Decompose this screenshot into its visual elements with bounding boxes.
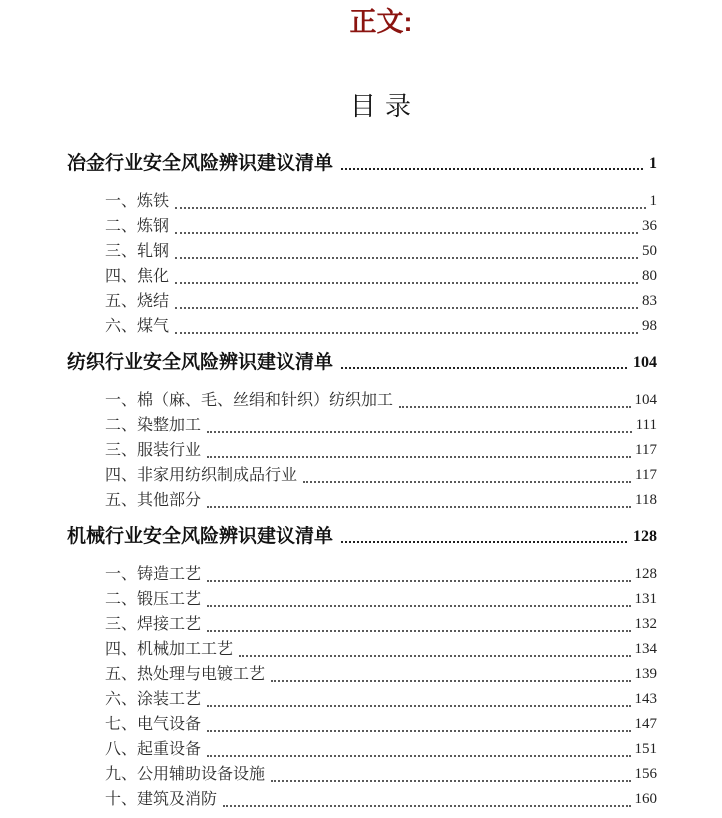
toc-entry-page: 118 — [635, 492, 657, 508]
dot-leader — [207, 506, 631, 508]
toc-entry[interactable] — [105, 289, 657, 314]
toc-entry-label: 三、轧钢 — [105, 243, 170, 260]
toc-entry[interactable] — [105, 438, 657, 463]
toc-entry[interactable] — [105, 189, 657, 214]
toc-entry-page: 151 — [634, 741, 657, 757]
dot-leader — [207, 605, 630, 607]
toc-entry-label: 一、铸造工艺 — [105, 566, 202, 583]
toc-entry[interactable] — [105, 662, 657, 687]
toc-entry-label: 五、热处理与电镀工艺 — [105, 666, 266, 683]
toc-entry-page: 143 — [634, 691, 657, 707]
toc-entry-label: 四、焦化 — [105, 268, 170, 285]
toc-section-machinery — [67, 526, 657, 812]
dot-leader — [207, 730, 630, 732]
dot-leader — [399, 406, 630, 408]
toc-entry[interactable] — [105, 637, 657, 662]
toc-entry-page: 104 — [634, 392, 657, 408]
toc-entry-page: 131 — [634, 591, 657, 607]
toc-section-heading-page: 1 — [649, 155, 657, 172]
toc-entry-page: 156 — [634, 766, 657, 782]
toc-entry[interactable] — [105, 239, 657, 264]
toc-entry-label: 一、炼铁 — [105, 193, 170, 210]
toc-entry[interactable] — [105, 587, 657, 612]
toc-section-heading-label: 冶金行业安全风险辨识建议清单 — [67, 153, 334, 174]
toc-entry-label: 三、服装行业 — [105, 442, 202, 459]
toc-entry-page: 50 — [642, 243, 657, 259]
dot-leader — [271, 680, 630, 682]
dot-leader — [239, 655, 630, 657]
toc-entry[interactable] — [105, 413, 657, 438]
toc-section-heading-label: 纺织行业安全风险辨识建议清单 — [67, 352, 334, 373]
toc-entry-page: 132 — [634, 616, 657, 632]
toc-entry-label: 九、公用辅助设备设施 — [105, 766, 266, 783]
toc-section-heading[interactable] — [67, 526, 657, 548]
toc-entry-page: 36 — [642, 218, 657, 234]
toc-entry-page: 139 — [634, 666, 657, 682]
toc-entry-label: 二、染整加工 — [105, 417, 202, 434]
toc-entry-list — [67, 189, 657, 339]
toc-entry-page: 83 — [642, 293, 657, 309]
dot-leader — [175, 207, 645, 209]
toc-section-heading-page: 128 — [633, 528, 657, 545]
dot-leader — [207, 431, 632, 433]
toc-entry[interactable] — [105, 612, 657, 637]
toc-entry-page: 117 — [635, 442, 657, 458]
toc-entry[interactable] — [105, 712, 657, 737]
toc-entry[interactable] — [105, 737, 657, 762]
toc-entry-list — [67, 562, 657, 812]
toc-entry-label: 六、煤气 — [105, 318, 170, 335]
dot-leader — [207, 630, 630, 632]
toc-entry-page: 80 — [642, 268, 657, 284]
toc-entry-label: 八、起重设备 — [105, 741, 202, 758]
toc-entry[interactable] — [105, 314, 657, 339]
toc-entry-label: 十、建筑及消防 — [105, 791, 218, 808]
dot-leader — [175, 257, 638, 259]
toc-entry-label: 五、烧结 — [105, 293, 170, 310]
toc-entry-page: 1 — [649, 193, 657, 209]
dot-leader — [303, 481, 631, 483]
toc-entry[interactable] — [105, 787, 657, 812]
toc-entry-page: 128 — [634, 566, 657, 582]
toc-entry-page: 160 — [634, 791, 657, 807]
toc-entry-page: 111 — [635, 417, 657, 433]
toc-section-heading-page: 104 — [633, 354, 657, 371]
toc-entry-label: 七、电气设备 — [105, 716, 202, 733]
toc-entry-label: 六、涂装工艺 — [105, 691, 202, 708]
toc-entry-label: 二、锻压工艺 — [105, 591, 202, 608]
toc-entry[interactable] — [105, 562, 657, 587]
dot-leader — [207, 705, 630, 707]
dot-leader — [175, 307, 638, 309]
toc-entry-label: 二、炼钢 — [105, 218, 170, 235]
dot-leader — [207, 580, 630, 582]
toc-entry[interactable] — [105, 762, 657, 787]
toc-entry-label: 四、非家用纺织制成品行业 — [105, 467, 298, 484]
dot-leader — [341, 367, 627, 369]
toc-entry-page: 134 — [634, 641, 657, 657]
toc-section-heading-label: 机械行业安全风险辨识建议清单 — [67, 526, 334, 547]
dot-leader — [175, 282, 638, 284]
toc-entry-label: 三、焊接工艺 — [105, 616, 202, 633]
toc-section-heading[interactable] — [67, 153, 657, 175]
toc-entry[interactable] — [105, 264, 657, 289]
dot-leader — [175, 332, 638, 334]
toc-entry-label: 五、其他部分 — [105, 492, 202, 509]
toc-entry-list — [67, 388, 657, 513]
dot-leader — [223, 805, 630, 807]
table-of-contents — [67, 153, 657, 812]
toc-entry-page: 117 — [635, 467, 657, 483]
toc-entry[interactable] — [105, 488, 657, 513]
toc-entry[interactable] — [105, 463, 657, 488]
toc-entry[interactable] — [105, 687, 657, 712]
toc-entry-page: 147 — [634, 716, 657, 732]
body-section-label: 正文: — [349, 7, 413, 37]
dot-leader — [207, 755, 630, 757]
dot-leader — [341, 168, 643, 170]
toc-entry-label: 一、棉（麻、毛、丝绢和针织）纺织加工 — [105, 392, 394, 409]
toc-section-metallurgy — [67, 153, 657, 339]
toc-entry[interactable] — [105, 388, 657, 413]
dot-leader — [271, 780, 630, 782]
toc-entry[interactable] — [105, 214, 657, 239]
toc-entry-page: 98 — [642, 318, 657, 334]
toc-title: 目录 — [349, 92, 421, 121]
toc-entry-label: 四、机械加工工艺 — [105, 641, 234, 658]
dot-leader — [207, 456, 631, 458]
dot-leader — [341, 541, 627, 543]
dot-leader — [175, 232, 638, 234]
toc-section-textile — [67, 352, 657, 513]
toc-section-heading[interactable] — [67, 352, 657, 374]
